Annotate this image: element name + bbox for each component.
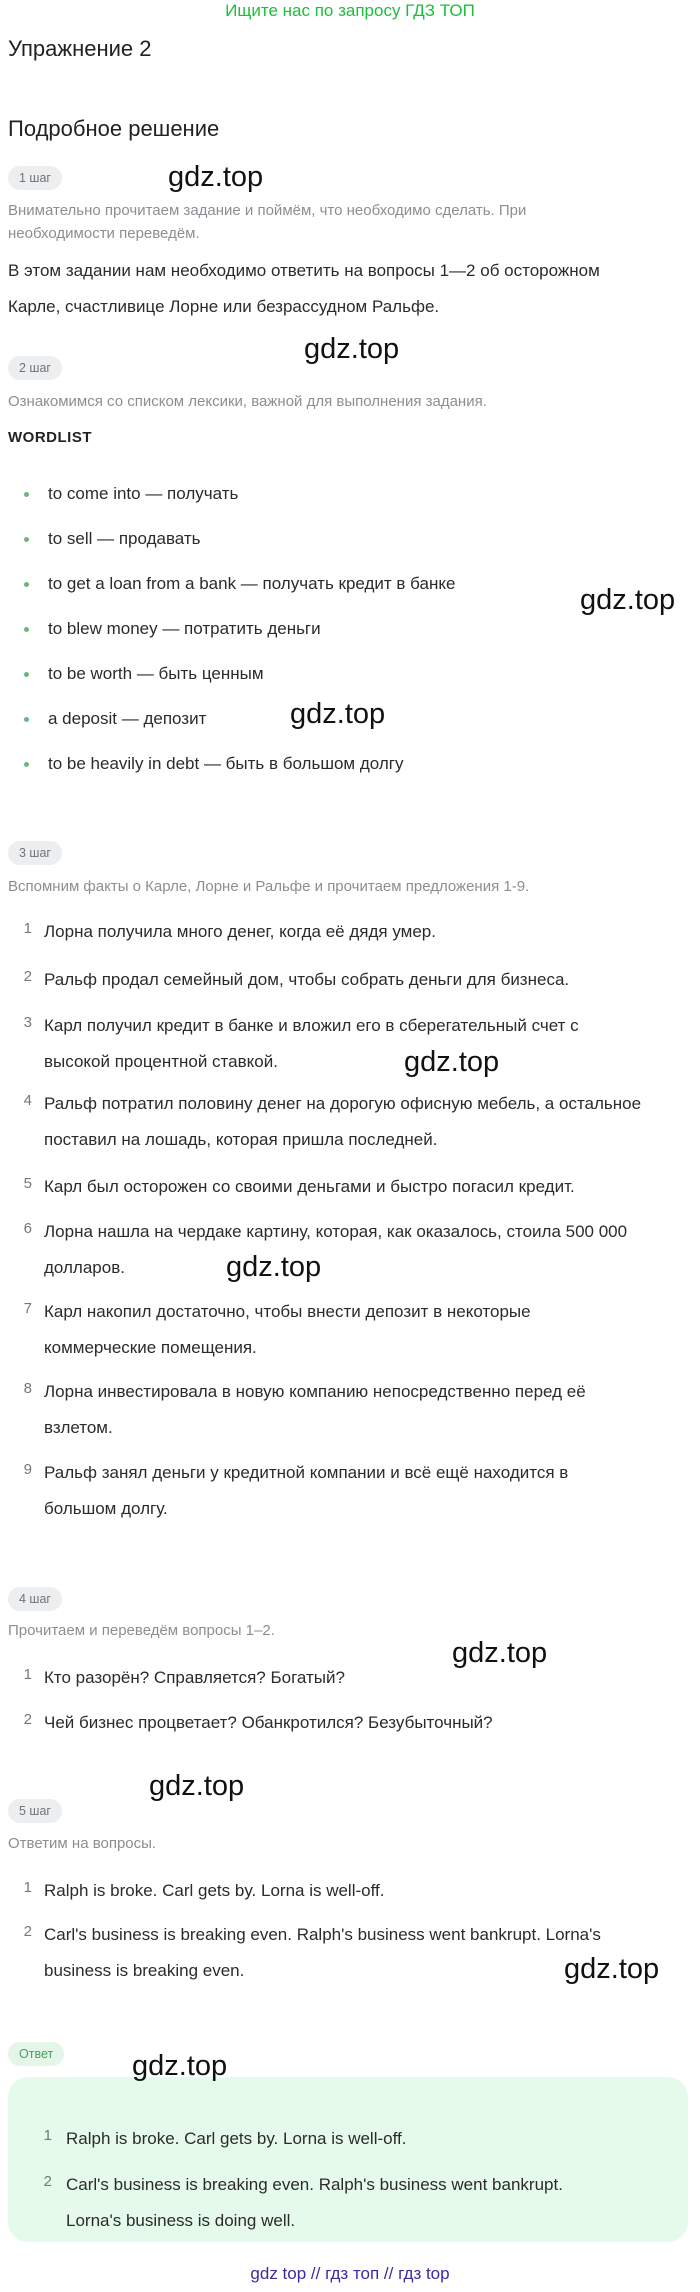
watermark: gdz.top bbox=[168, 161, 264, 193]
item-number: 1 bbox=[23, 1666, 32, 1683]
list-item: Лорна нашла на чердаке картину, которая, как оказалось, стоила 500 000 долларов. bbox=[44, 1222, 628, 1277]
list-item: Чей бизнес процветает? Обанкротился? Безубыточный? bbox=[44, 1713, 493, 1732]
list-item: Ральф занял деньги у кредитной компании и всё ещё находится в большом долгу. bbox=[44, 1463, 569, 1518]
item-number: 3 bbox=[23, 1014, 32, 1031]
bullet-icon bbox=[24, 672, 29, 677]
watermark: gdz.top bbox=[404, 1046, 500, 1078]
bullet-icon bbox=[24, 582, 29, 587]
bullet-icon bbox=[24, 762, 29, 767]
watermark: gdz.top bbox=[304, 333, 400, 365]
wordlist-item: to get a loan from a bank — получать кредит в банке bbox=[48, 574, 456, 593]
item-number: 7 bbox=[23, 1300, 32, 1317]
step-3-badge: 3 шаг bbox=[8, 841, 62, 865]
watermark: gdz.top bbox=[132, 2050, 228, 2082]
item-number: 9 bbox=[23, 1461, 32, 1478]
item-number: 2 bbox=[23, 1923, 32, 1940]
watermark: gdz.top bbox=[226, 1251, 322, 1283]
bullet-icon bbox=[24, 717, 29, 722]
item-number: 1 bbox=[23, 920, 32, 937]
wordlist-item: to blew money — потратить деньги bbox=[48, 619, 321, 638]
list-item: Карл получил кредит в банке и вложил его в сберегательный счет с высокой процентной ставкой. bbox=[44, 1016, 579, 1071]
watermark: gdz.top bbox=[564, 1953, 660, 1985]
wordlist-item: a deposit — депозит bbox=[48, 709, 207, 728]
bullet-icon bbox=[24, 627, 29, 632]
step-2-badge: 2 шаг bbox=[8, 356, 62, 380]
search-banner[interactable]: Ищите нас по запросу ГДЗ ТОП bbox=[225, 1, 475, 20]
item-number: 5 bbox=[23, 1175, 32, 1192]
list-item: Ральф продал семейный дом, чтобы собрать деньги для бизнеса. bbox=[44, 970, 570, 989]
watermark: gdz.top bbox=[580, 584, 676, 616]
step-1-note: Внимательно прочитаем задание и поймём, что необходимо сделать. При необходимости переведём. bbox=[8, 202, 527, 242]
list-item: Ральф потратил половину денег на дорогую офисную мебель, а остальное поставил на лошадь, которая пришла последней. bbox=[44, 1094, 642, 1149]
step-2-note: Ознакомимся со списком лексики, важной для выполнения задания. bbox=[8, 393, 487, 410]
answer-item: Ralph is broke. Carl gets by. Lorna is well-off. bbox=[66, 2129, 407, 2148]
bullet-icon bbox=[24, 537, 29, 542]
wordlist-item: to come into — получать bbox=[48, 484, 239, 503]
list-item: Ralph is broke. Carl gets by. Lorna is well-off. bbox=[44, 1881, 385, 1900]
item-number: 2 bbox=[23, 1711, 32, 1728]
item-number: 4 bbox=[23, 1092, 32, 1109]
answer-item: Carl's business is breaking even. Ralph's business went bankrupt. Lorna's business is doing well. bbox=[66, 2175, 563, 2230]
list-item: Carl's business is breaking even. Ralph's business went bankrupt. Lorna's business is breaking even. bbox=[44, 1925, 601, 1980]
item-number: 1 bbox=[43, 2127, 52, 2144]
watermark: gdz.top bbox=[452, 1637, 548, 1669]
step-3-note: Вспомним факты о Карле, Лорне и Ральфе и прочитаем предложения 1-9. bbox=[8, 878, 530, 895]
step-1-badge: 1 шаг bbox=[8, 166, 62, 190]
answer-badge: Ответ bbox=[8, 2042, 64, 2066]
item-number: 6 bbox=[23, 1220, 32, 1237]
step-5-badge: 5 шаг bbox=[8, 1799, 62, 1823]
item-number: 1 bbox=[23, 1879, 32, 1896]
watermark: gdz.top bbox=[149, 1770, 245, 1802]
item-number: 2 bbox=[43, 2173, 52, 2190]
bullet-icon bbox=[24, 492, 29, 497]
footer-links[interactable]: gdz top // гдз топ // гдз top bbox=[250, 2264, 450, 2283]
list-item: Кто разорён? Справляется? Богатый? bbox=[44, 1668, 345, 1687]
list-item: Лорна инвестировала в новую компанию непосредственно перед её взлетом. bbox=[44, 1382, 586, 1437]
wordlist-item: to be heavily in debt — быть в большом долгу bbox=[48, 754, 404, 773]
step-1-text: В этом задании нам необходимо ответить на вопросы 1—2 об осторожном Карле, счастливице Лорне или безрассудном Ральфе. bbox=[8, 261, 600, 316]
step-4-note: Прочитаем и переведём вопросы 1–2. bbox=[8, 1622, 275, 1639]
wordlist-title: WORDLIST bbox=[8, 429, 92, 446]
item-number: 8 bbox=[23, 1380, 32, 1397]
solution-heading: Подробное решение bbox=[8, 116, 220, 141]
list-item: Карл был осторожен со своими деньгами и быстро погасил кредит. bbox=[44, 1177, 575, 1196]
watermark: gdz.top bbox=[290, 698, 386, 730]
wordlist-item: to be worth — быть ценным bbox=[48, 664, 264, 683]
step-5-note: Ответим на вопросы. bbox=[8, 1835, 157, 1852]
list-item: Лорна получила много денег, когда её дядя умер. bbox=[44, 922, 436, 941]
wordlist-item: to sell — продавать bbox=[48, 529, 201, 548]
step-4-badge: 4 шаг bbox=[8, 1587, 62, 1611]
page-title: Упражнение 2 bbox=[8, 36, 152, 61]
list-item: Карл накопил достаточно, чтобы внести депозит в некоторые коммерческие помещения. bbox=[44, 1302, 531, 1357]
item-number: 2 bbox=[23, 968, 32, 985]
